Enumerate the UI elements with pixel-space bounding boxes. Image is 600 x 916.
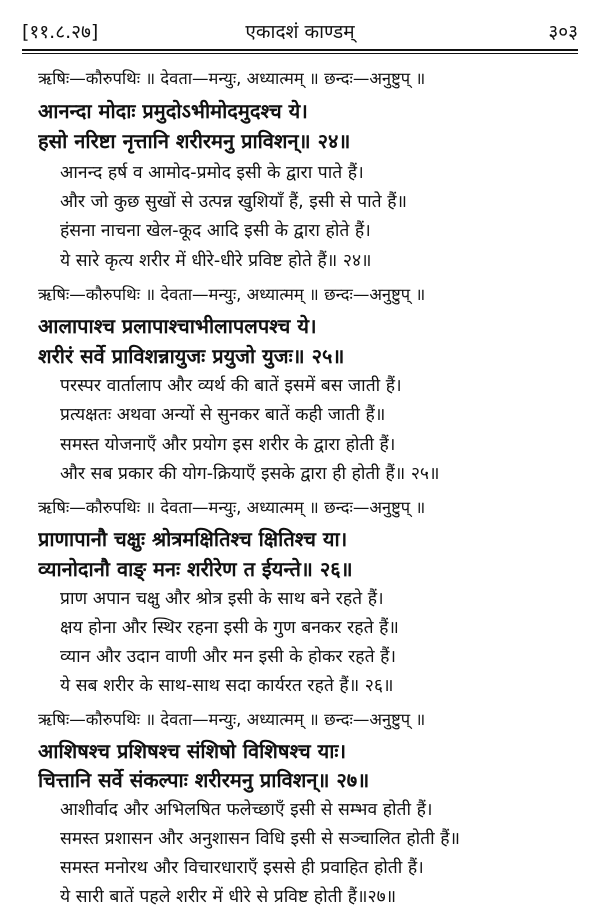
translation-line: क्षय होना और स्थिर रहना इसी के गुण बनकर रहते हैं॥ [60, 618, 399, 638]
rishi-line: ऋषिः—कौरुपथिः ॥ देवता—मन्युः, अध्यात्मम् ॥ छन्दः—अनुष्टुप् ॥ [38, 710, 426, 729]
verse-line: व्यानोदानौ वाङ् मनः शरीरेण त ईयन्ते॥ २६॥ [38, 557, 353, 581]
verse-reference: [११.८.२७] [22, 21, 99, 43]
translation-line: आशीर्वाद और अभिलषित फलेच्छाएँ इसी से सम्भव होती हैं। [60, 800, 433, 820]
translation-line: और सब प्रकार की योग-क्रियाएँ इसके द्वारा ही होती हैं॥ २५॥ [60, 464, 440, 484]
translation-line: ये सारे कृत्य शरीर में धीरे-धीरे प्रविष्ट होते हैं॥ २४॥ [60, 251, 372, 271]
page-header [22, 16, 578, 48]
translation-line: हंसना नाचना खेल-कूद आदि इसी के द्वारा होते हैं। [60, 221, 371, 241]
rishi-line: ऋषिः—कौरुपथिः ॥ देवता—मन्युः, अध्यात्मम् ॥ छन्दः—अनुष्टुप् ॥ [38, 69, 426, 88]
rishi-line: ऋषिः—कौरुपथिः ॥ देवता—मन्युः, अध्यात्मम् ॥ छन्दः—अनुष्टुप् ॥ [38, 285, 426, 304]
translation-line: प्रत्यक्षतः अथवा अन्यों से सुनकर बातें कही जाती हैं॥ [60, 405, 386, 425]
translation-line: और जो कुछ सुखों से उत्पन्न खुशियाँ हैं, इसी से पाते हैं॥ [60, 192, 407, 212]
page-number: ३०३ [548, 21, 578, 43]
verse-line: चित्तानि सर्वे संकल्पाः शरीरमनु प्राविशन्॥ २७॥ [38, 768, 370, 792]
translation-line: समस्त योजनाएँ और प्रयोग इस शरीर के द्वारा होती हैं। [60, 435, 396, 455]
verse-line: शरीरं सर्वे प्राविशन्नायुजः प्रयुजो युजः॥ २५॥ [38, 344, 345, 368]
translation-line: परस्पर वार्तालाप और व्यर्थ की बातें इसमें बस जाती हैं। [60, 376, 402, 396]
verse-line: हसो नरिष्टा नृत्तानि शरीरमनु प्राविशन्॥ २४॥ [38, 129, 351, 153]
verse-line: आलापाश्च प्रलापाश्चाभीलापलपश्च ये। [38, 314, 317, 338]
translation-line: व्यान और उदान वाणी और मन इसी के होकर रहते हैं। [60, 647, 397, 667]
header-rule [22, 49, 578, 51]
rishi-line: ऋषिः—कौरुपथिः ॥ देवता—मन्युः, अध्यात्मम् ॥ छन्दः—अनुष्टुप् ॥ [38, 498, 426, 517]
translation-line: समस्त प्रशासन और अनुशासन विधि इसी से सञ्चालित होती हैं॥ [60, 829, 461, 849]
translation-line: आनन्द हर्ष व आमोद-प्रमोद इसी के द्वारा पाते हैं। [60, 163, 364, 183]
translation-line: प्राण अपान चक्षु और श्रोत्र इसी के साथ बने रहते हैं। [60, 589, 384, 609]
translation-line: समस्त मनोरथ और विचारधाराएँ इससे ही प्रवाहित होती हैं। [60, 858, 424, 878]
translation-line: ये सारी बातें पहले शरीर में धीरे से प्रविष्ट होती हैं॥२७॥ [60, 887, 397, 907]
translation-line: ये सब शरीर के साथ-साथ सदा कार्यरत रहते हैं॥ २६॥ [60, 676, 394, 696]
verse-line: प्राणापानौ चक्षुः श्रोत्रमक्षितिश्च क्षितिश्च या। [38, 527, 348, 551]
header-rule-thin [22, 53, 578, 54]
chapter-title: एकादशं काण्डम् [245, 21, 355, 43]
verse-line: आशिषश्च प्रशिषश्च संशिषो विशिषश्च याः। [38, 739, 347, 763]
verse-line: आनन्दा मोदाः प्रमुदोऽभीमोदमुदश्च ये। [38, 99, 308, 123]
